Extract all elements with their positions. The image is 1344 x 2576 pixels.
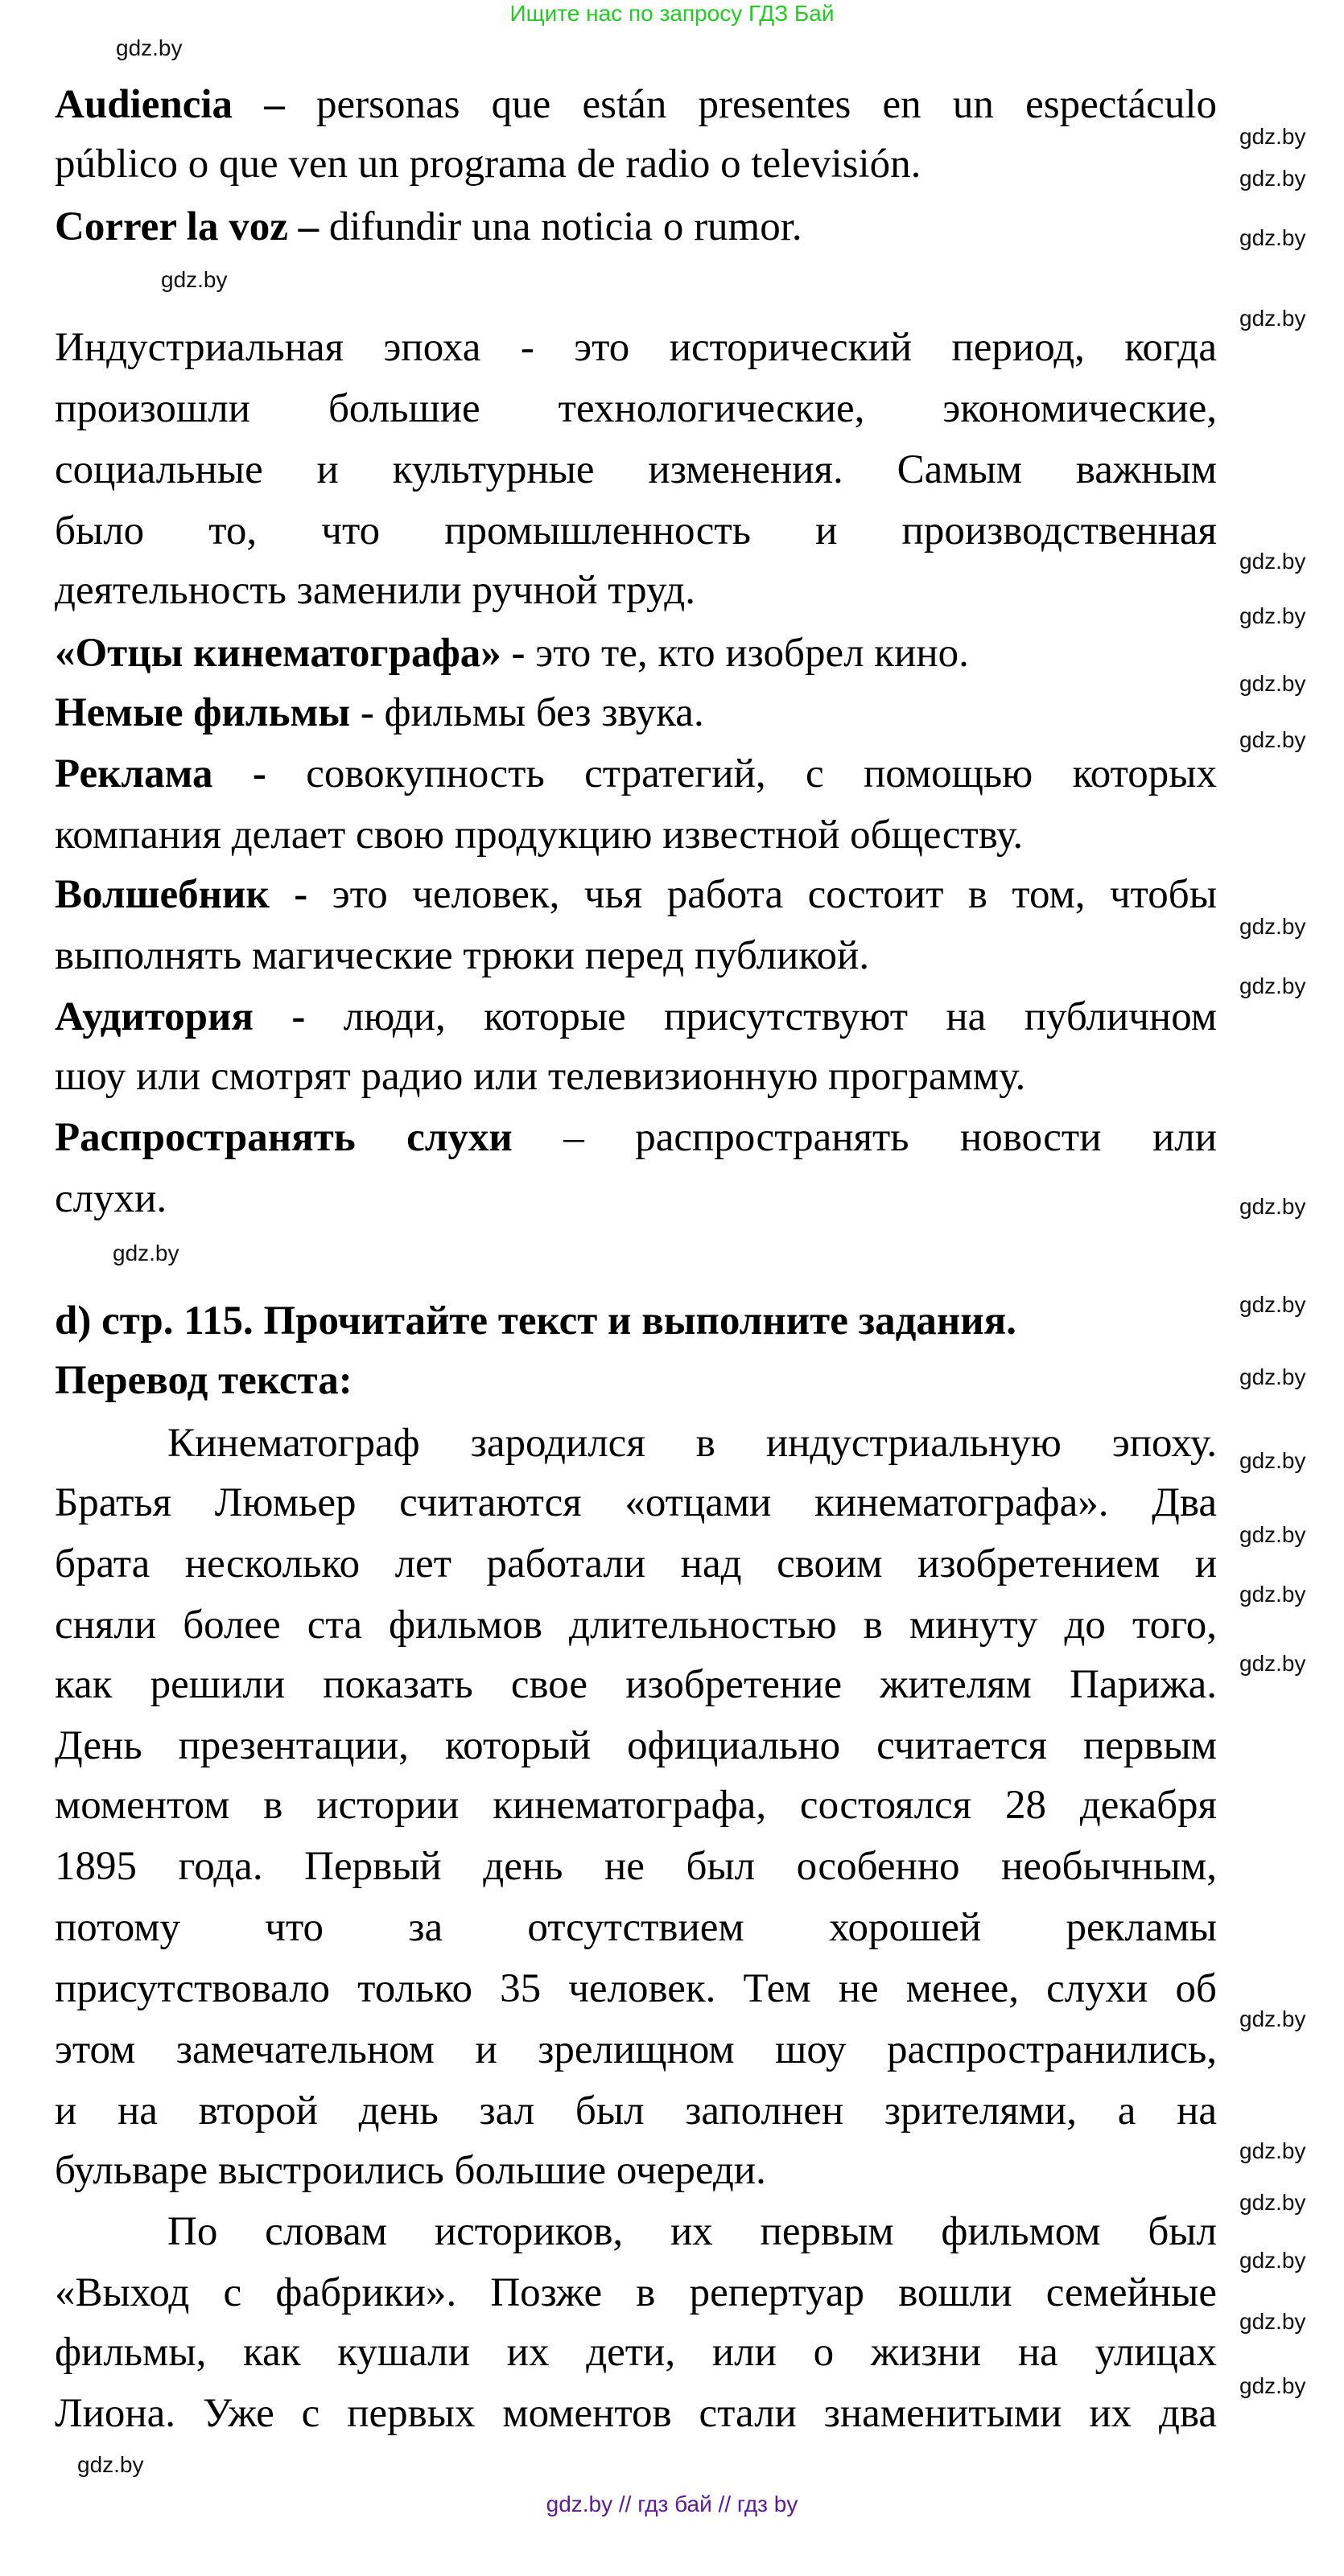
text-line <box>55 1358 1217 1403</box>
line-text: Лиона. Уже с первых моментов стали знаменитыми их два <box>55 2391 1217 2436</box>
line-text: и на второй день зал был заполнен зрителями, а на <box>55 2088 1217 2134</box>
term-bold: Аудитория - <box>55 994 306 1039</box>
text-line <box>55 2088 1217 2134</box>
watermark: gdz.by <box>1239 306 1306 331</box>
line-text: потому что за отсутствием хорошей рекламы <box>55 1905 1217 1950</box>
line-text: «Выход с фабрики». Позже в репертуар вошли семейные <box>55 2270 1217 2315</box>
line-text: 1895 года. Первый день не был особенно необычным, <box>55 1844 1217 1889</box>
watermark: gdz.by <box>1239 2309 1306 2334</box>
term-bold: Немые фильмы <box>55 690 351 735</box>
line-text: По словам историков, их первым фильмом был <box>167 2209 1217 2254</box>
text-line <box>55 1844 1217 1889</box>
line-text: как решили показать свое изобретение жителям Парижа. <box>55 1662 1217 1707</box>
watermark: gdz.by <box>1239 973 1306 998</box>
line-text: люди, которые присутствуют на публичном <box>305 994 1218 1039</box>
term-bold: d) стр. 115. Прочитайте текст и выполните задания. <box>55 1298 1016 1344</box>
watermark: gdz.by <box>1239 166 1306 191</box>
text-line <box>55 447 1217 492</box>
text-line <box>55 1054 1217 1099</box>
term-bold: Распространять слухи <box>55 1115 513 1160</box>
line-text: – распространять новости или <box>512 1115 1218 1160</box>
text-line <box>55 690 1217 735</box>
line-text: моментом в истории кинематографа, состоялся 28 декабря <box>55 1783 1217 1828</box>
watermark: gdz.by <box>1239 124 1306 149</box>
text-line <box>55 1115 1217 1160</box>
text-line <box>55 568 1217 613</box>
line-text: День презентации, который официально считается первым <box>55 1723 1217 1768</box>
term-bold: Волшебник - <box>55 872 308 917</box>
line-text: шоу или смотрят радио или телевизионную программу. <box>55 1054 1026 1099</box>
text-line <box>55 1603 1217 1648</box>
text-line <box>55 1541 1217 1586</box>
watermark: gdz.by <box>116 35 183 60</box>
search-banner: Ищите нас по запросу ГДЗ Бай <box>509 1 835 26</box>
watermark: gdz.by <box>1239 1194 1306 1219</box>
line-text: социальные и культурные изменения. Самым важным <box>55 447 1217 492</box>
text-line <box>55 872 1217 917</box>
term-bold: Реклама - <box>55 751 266 796</box>
watermark: gdz.by <box>113 1241 179 1265</box>
term-bold: Correr la voz – <box>55 204 320 249</box>
text-line <box>55 325 1217 370</box>
watermark: gdz.by <box>1239 1448 1306 1473</box>
text-line <box>55 1662 1217 1707</box>
line-text: Кинематограф зародился в индустриальную эпоху. <box>167 1421 1217 1466</box>
line-text: это те, кто изобрел кино. <box>525 631 969 676</box>
line-text: было то, что промышленность и производственная <box>55 508 1217 553</box>
text-line <box>55 813 1217 858</box>
watermark: gdz.by <box>1239 1651 1306 1676</box>
line-text: компания делает свою продукцию известной обществу. <box>55 813 1024 858</box>
watermark: gdz.by <box>1239 2006 1306 2031</box>
line-text: фильмы, как кушали их дети, или о жизни на улицах <box>55 2330 1217 2375</box>
text-line <box>55 386 1217 431</box>
line-text: personas que están presentes en un espectáculo <box>284 82 1217 127</box>
watermark: gdz.by <box>1239 1292 1306 1317</box>
text-line <box>55 2027 1217 2072</box>
watermark: gdz.by <box>1239 2138 1306 2163</box>
text-line <box>55 82 1217 127</box>
text-line <box>55 2270 1217 2315</box>
text-line <box>55 1723 1217 1768</box>
text-line <box>55 1905 1217 1950</box>
line-text: бульваре выстроились большие очереди. <box>55 2148 766 2193</box>
text-line <box>55 994 1217 1039</box>
watermark: gdz.by <box>1239 1522 1306 1547</box>
watermark: gdz.by <box>1239 2373 1306 2398</box>
watermark: gdz.by <box>1239 549 1306 574</box>
watermark: gdz.by <box>1239 1364 1306 1389</box>
text-line <box>55 751 1217 796</box>
text-line <box>167 2209 1217 2254</box>
line-text: сняли более ста фильмов длительностью в минуту до того, <box>55 1603 1217 1648</box>
watermark: gdz.by <box>1239 603 1306 628</box>
watermark: gdz.by <box>1239 1582 1306 1607</box>
term-bold: «Отцы кинематографа» - <box>55 631 526 676</box>
line-text: - фильмы без звука. <box>350 690 704 735</box>
watermark: gdz.by <box>1239 671 1306 696</box>
text-line <box>55 508 1217 553</box>
text-line <box>55 142 1217 187</box>
line-text: público o que ven un programa de radio o televisión. <box>55 142 921 187</box>
text-line <box>55 2330 1217 2375</box>
line-text: Братья Люмьер считаются «отцами кинематографа». Два <box>55 1480 1217 1525</box>
watermark: gdz.by <box>77 2452 144 2477</box>
text-line <box>55 1783 1217 1828</box>
line-text: произошли большие технологические, экономические, <box>55 386 1217 431</box>
line-text: брата несколько лет работали над своим изобретением и <box>55 1541 1217 1586</box>
line-text: выполнять магические трюки перед публикой. <box>55 933 870 978</box>
line-text: это человек, чья работа состоит в том, чтобы <box>307 872 1217 917</box>
text-line <box>55 933 1217 978</box>
line-text: difundir una noticia o rumor. <box>319 204 802 249</box>
watermark: gdz.by <box>1239 225 1306 250</box>
watermark: gdz.by <box>1239 2190 1306 2215</box>
text-line <box>55 1176 1217 1221</box>
watermark: gdz.by <box>1239 727 1306 752</box>
text-line <box>55 631 1217 676</box>
text-line <box>167 1421 1217 1466</box>
line-text: присутствовало только 35 человек. Тем не менее, слухи об <box>55 1966 1217 2011</box>
term-bold: Audiencia – <box>55 82 285 127</box>
text-line <box>55 1298 1217 1344</box>
footer-watermark: gdz.by // гдз бай // гдз by <box>546 2492 798 2516</box>
line-text: слухи. <box>55 1176 167 1221</box>
text-line <box>55 2391 1217 2436</box>
text-line <box>55 2148 1217 2193</box>
text-line <box>55 1966 1217 2011</box>
text-line <box>55 204 1217 249</box>
watermark: gdz.by <box>1239 914 1306 939</box>
line-text: Индустриальная эпоха - это исторический период, когда <box>55 325 1217 370</box>
line-text: деятельность заменили ручной труд. <box>55 568 695 613</box>
text-line <box>55 1480 1217 1525</box>
term-bold: Перевод текста: <box>55 1358 352 1403</box>
line-text: совокупность стратегий, с помощью которых <box>266 751 1217 796</box>
watermark: gdz.by <box>161 267 228 292</box>
watermark: gdz.by <box>1239 2248 1306 2273</box>
line-text: этом замечательном и зрелищном шоу распространились, <box>55 2027 1217 2072</box>
